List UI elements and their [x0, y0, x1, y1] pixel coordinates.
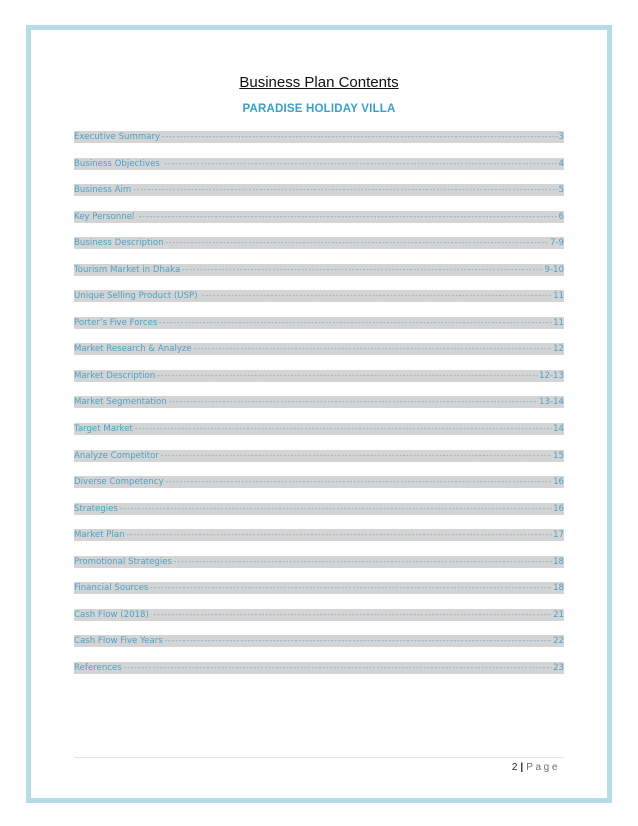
toc-entry-page-number[interactable]: 9-10: [544, 264, 564, 275]
toc-entry-page-number[interactable]: 22: [553, 636, 564, 647]
toc-entry-label[interactable]: Business Description: [74, 238, 164, 249]
toc-entry[interactable]: [74, 343, 564, 355]
toc-entry[interactable]: [74, 662, 564, 674]
toc-entry[interactable]: [74, 423, 564, 435]
toc-entry-label[interactable]: Strategies: [74, 503, 118, 514]
toc-dot-leader: [149, 582, 552, 594]
toc-entry-page-number[interactable]: 3: [558, 132, 564, 142]
toc-entry-page-number[interactable]: 11: [553, 317, 564, 328]
toc-entry-label[interactable]: Analyze Competitor: [74, 450, 159, 461]
toc-entry-label[interactable]: Key Personnel: [74, 211, 138, 222]
toc-entry-label[interactable]: Market Segmentation: [74, 397, 167, 408]
toc-entry[interactable]: [74, 184, 564, 196]
toc-dot-leader: [164, 158, 558, 170]
toc-entry-label[interactable]: Business Objectives: [74, 158, 163, 169]
toc-entry[interactable]: [74, 503, 564, 515]
toc-entry-page-number[interactable]: 4: [558, 158, 564, 169]
toc-entry-label[interactable]: Financial Sources: [74, 583, 149, 594]
toc-dot-leader: [168, 396, 538, 408]
toc-entry[interactable]: [74, 290, 564, 302]
toc-entry-page-number[interactable]: 15: [553, 450, 564, 461]
footer-page-number: 2: [511, 762, 518, 773]
toc-entry-label[interactable]: Tourism Market in Dhaka: [74, 264, 181, 275]
toc-entry[interactable]: [74, 556, 564, 568]
footer-divider: [74, 757, 564, 758]
toc-dot-leader: [123, 662, 552, 674]
document-subtitle: PARADISE HOLIDAY VILLA: [242, 103, 396, 115]
toc-entry[interactable]: [74, 529, 564, 541]
toc-entry-page-number[interactable]: 13-14: [539, 397, 564, 408]
toc-entry-page-number[interactable]: 21: [553, 609, 564, 620]
toc-entry-page-number[interactable]: 23: [553, 662, 564, 673]
toc-dot-leader: [158, 317, 552, 329]
toc-entry-label[interactable]: Porter’s Five Forces: [74, 317, 158, 328]
toc-entry[interactable]: [74, 237, 564, 249]
toc-entry-page-number[interactable]: 12: [553, 344, 564, 355]
toc-entry-label[interactable]: Market Description: [74, 370, 156, 381]
footer-separator: |: [520, 762, 524, 773]
toc-dot-leader: [160, 450, 552, 462]
toc-entry-label[interactable]: Market Plan: [74, 530, 125, 541]
toc-entry[interactable]: [74, 450, 564, 462]
toc-dot-leader: [165, 237, 549, 249]
toc-dot-leader: [132, 184, 557, 196]
table-of-contents: [74, 131, 564, 688]
toc-dot-leader: [156, 370, 538, 382]
toc-entry[interactable]: [74, 609, 564, 621]
toc-dot-leader: [161, 131, 557, 143]
toc-dot-leader: [138, 211, 557, 223]
toc-entry-label[interactable]: Unique Selling Product (USP): [74, 291, 201, 302]
toc-entry-label[interactable]: Market Research & Analyze: [74, 344, 192, 355]
toc-entry[interactable]: [74, 370, 564, 382]
toc-dot-leader: [165, 476, 552, 488]
toc-dot-leader: [181, 264, 543, 276]
toc-dot-leader: [119, 503, 552, 515]
toc-entry[interactable]: [74, 635, 564, 647]
toc-dot-leader: [164, 635, 552, 647]
toc-entry-label[interactable]: Cash Flow (2018): [74, 609, 152, 620]
toc-entry[interactable]: [74, 476, 564, 488]
footer-page-word: Page: [526, 762, 560, 773]
toc-entry[interactable]: [74, 131, 564, 143]
toc-entry-page-number[interactable]: 6: [558, 211, 564, 222]
page-footer: [512, 762, 560, 773]
toc-entry-page-number[interactable]: 18: [553, 556, 564, 567]
toc-dot-leader: [193, 343, 552, 355]
toc-dot-leader: [201, 290, 552, 302]
toc-dot-leader: [134, 423, 552, 435]
toc-entry-label[interactable]: Diverse Competency: [74, 477, 164, 488]
toc-entry[interactable]: [74, 158, 564, 170]
toc-entry[interactable]: [74, 582, 564, 594]
toc-entry-label[interactable]: Promotional Strategies: [74, 556, 172, 567]
toc-entry-page-number[interactable]: 11: [553, 291, 564, 302]
toc-entry-page-number[interactable]: 12-13: [539, 370, 564, 381]
toc-entry-page-number[interactable]: 5: [558, 185, 564, 196]
toc-entry[interactable]: [74, 396, 564, 408]
toc-dot-leader: [153, 609, 552, 621]
toc-entry-page-number[interactable]: 18: [553, 583, 564, 594]
toc-entry-page-number[interactable]: 14: [553, 424, 564, 435]
toc-entry-page-number[interactable]: 17: [553, 530, 564, 541]
toc-entry-label[interactable]: Executive Summary: [74, 132, 161, 142]
toc-entry[interactable]: [74, 211, 564, 223]
toc-entry[interactable]: [74, 264, 564, 276]
toc-entry-label[interactable]: Business Aim: [74, 185, 132, 196]
toc-entry-page-number[interactable]: 16: [553, 503, 564, 514]
toc-dot-leader: [173, 556, 552, 568]
toc-entry-page-number[interactable]: 7-9: [549, 238, 564, 249]
toc-entry-label[interactable]: Target Market: [74, 424, 133, 435]
toc-entry-label[interactable]: References: [74, 662, 122, 673]
page-title-text: Business Plan Contents: [239, 74, 399, 91]
toc-dot-leader: [126, 529, 553, 541]
toc-entry-page-number[interactable]: 16: [553, 477, 564, 488]
toc-entry-label[interactable]: Cash Flow Five Years: [74, 636, 163, 647]
toc-entry[interactable]: [74, 317, 564, 329]
page-title: [0, 74, 638, 91]
